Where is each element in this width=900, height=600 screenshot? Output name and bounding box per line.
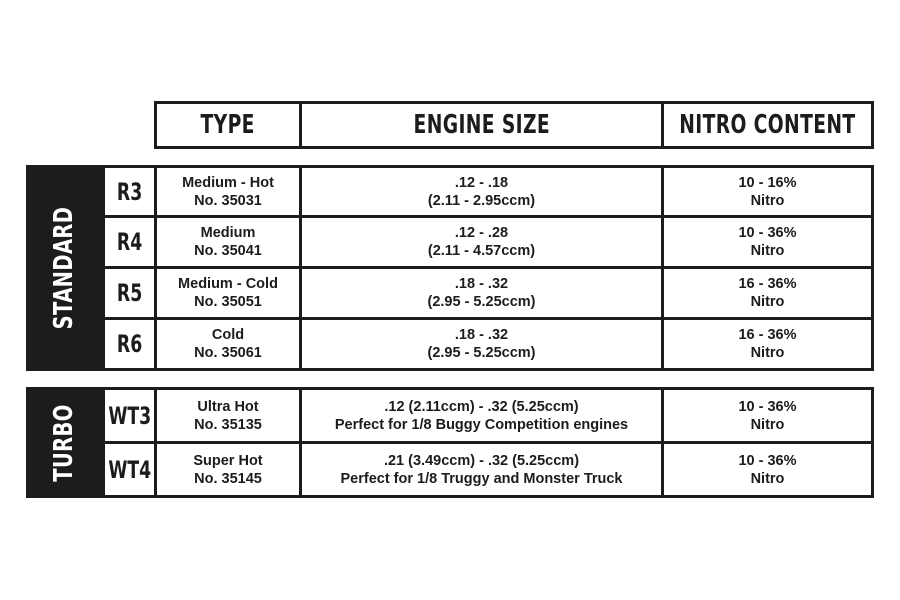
engine-size-ccm: (2.11 - 2.95ccm) [427, 192, 536, 209]
header-nitro-cell [664, 104, 871, 146]
nitro-label: Nitro [750, 345, 785, 361]
nitro-percent: 16 - 36% [738, 327, 797, 343]
type-name: Ultra Hot [197, 398, 259, 415]
engine-size-range: .12 (2.11ccm) - .32 (5.25ccm) [384, 398, 579, 415]
row-code: WT4 [108, 455, 151, 484]
group-label-text: STANDARD [49, 206, 79, 330]
engine-size-range: .12 - .28 [454, 225, 509, 241]
engine-size-ccm: (2.95 - 5.25ccm) [427, 294, 536, 310]
table-row-nitro-cell [664, 269, 871, 317]
table-row-nitro-cell [664, 390, 871, 441]
table-row-code-cell [105, 444, 154, 495]
table-row-type-cell [157, 444, 299, 495]
table-row-nitro-cell [664, 218, 871, 266]
table-row-type-cell [157, 218, 299, 266]
engine-size-note: Perfect for 1/8 Truggy and Monster Truck [340, 470, 623, 487]
table-row-code-cell [105, 218, 154, 266]
row-code: WT3 [108, 401, 151, 430]
row-code: R6 [116, 330, 143, 358]
table-row-engine-cell [302, 269, 661, 317]
nitro-label: Nitro [750, 192, 785, 209]
part-number: No. 35051 [194, 294, 262, 310]
header-type: TYPE [200, 110, 256, 140]
table-row-nitro-cell [664, 168, 871, 215]
group-label-standard [26, 165, 102, 371]
row-code: R5 [116, 279, 143, 307]
part-number: No. 35061 [194, 345, 262, 361]
type-name: Super Hot [193, 452, 263, 469]
table-row-code-cell [105, 168, 154, 215]
table-row-type-cell [157, 320, 299, 368]
engine-size-note: Perfect for 1/8 Buggy Competition engines [334, 416, 629, 433]
header-engine-cell [302, 104, 661, 146]
engine-size-ccm: (2.95 - 5.25ccm) [427, 345, 536, 361]
type-name: Cold [211, 327, 245, 343]
part-number: No. 35041 [194, 243, 262, 259]
header-engine-size: ENGINE SIZE [413, 110, 550, 140]
type-name: Medium - Cold [178, 276, 278, 292]
nitro-label: Nitro [750, 470, 785, 487]
table-row-type-cell [157, 269, 299, 317]
header-type-cell [157, 104, 299, 146]
nitro-label: Nitro [750, 294, 785, 310]
table-row-engine-cell [302, 390, 661, 441]
nitro-percent: 10 - 36% [738, 398, 797, 415]
nitro-percent: 10 - 36% [738, 452, 797, 469]
table-row-code-cell [105, 390, 154, 441]
table-row-type-cell [157, 168, 299, 215]
table-row-engine-cell [302, 444, 661, 495]
group-label-text: TURBO [49, 403, 79, 482]
row-code: R3 [116, 177, 143, 206]
table-row-code-cell [105, 269, 154, 317]
header-nitro-content: NITRO CONTENT [679, 110, 856, 140]
engine-size-range: .12 - .18 [454, 174, 509, 191]
table-row-type-cell [157, 390, 299, 441]
row-code: R4 [116, 228, 143, 256]
nitro-label: Nitro [750, 416, 785, 433]
nitro-label: Nitro [750, 243, 785, 259]
part-number: No. 35031 [194, 192, 262, 209]
type-name: Medium - Hot [182, 174, 274, 191]
table-row-engine-cell [302, 320, 661, 368]
engine-size-range: .18 - .32 [454, 327, 509, 343]
part-number: No. 35145 [194, 470, 262, 487]
table-row-engine-cell [302, 168, 661, 215]
table-row-nitro-cell [664, 444, 871, 495]
engine-size-ccm: (2.11 - 4.57ccm) [427, 243, 536, 259]
table-row-engine-cell [302, 218, 661, 266]
engine-size-range: .21 (3.49ccm) - .32 (5.25ccm) [383, 452, 580, 469]
table-row-code-cell [105, 320, 154, 368]
nitro-percent: 16 - 36% [738, 276, 797, 292]
part-number: No. 35135 [194, 416, 262, 433]
type-name: Medium [200, 225, 256, 241]
nitro-percent: 10 - 36% [738, 225, 797, 241]
nitro-percent: 10 - 16% [738, 174, 797, 191]
engine-size-range: .18 - .32 [454, 276, 509, 292]
group-label-turbo [26, 387, 102, 498]
table-row-nitro-cell [664, 320, 871, 368]
